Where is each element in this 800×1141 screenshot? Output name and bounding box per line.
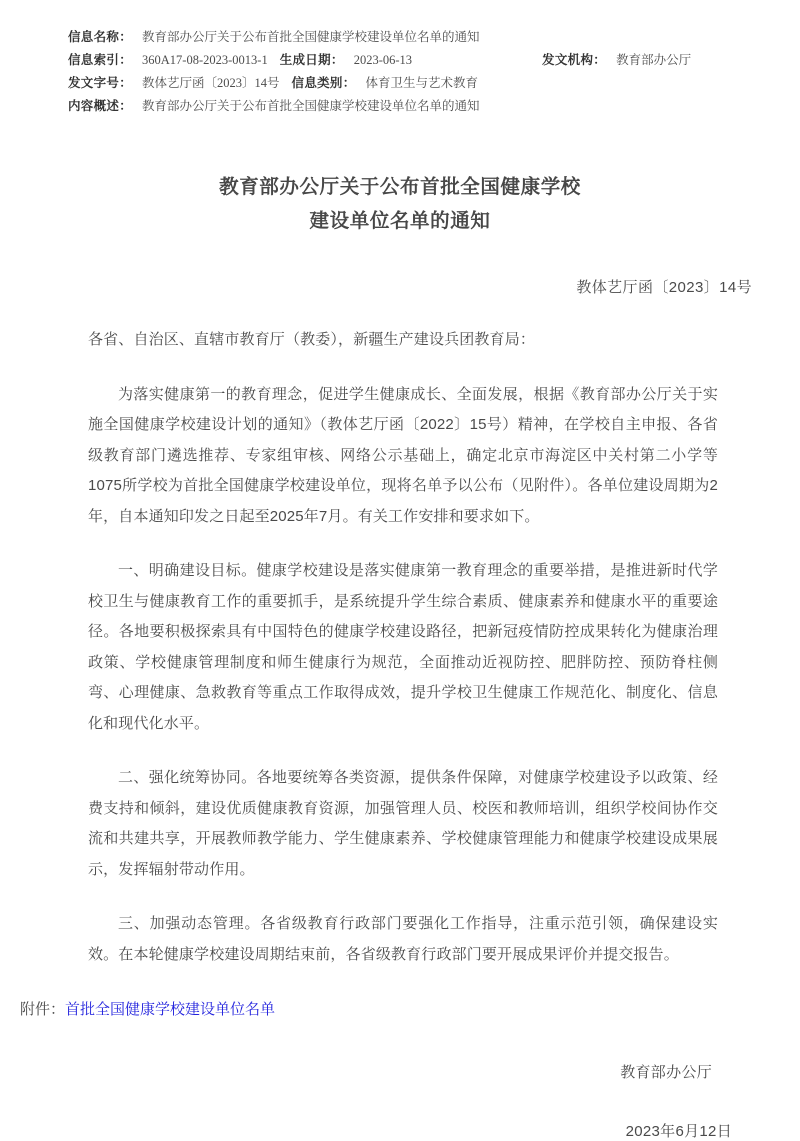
metadata-value-info-category: 体育卫生与艺术教育 — [365, 76, 479, 90]
attachment-row — [20, 998, 800, 1019]
metadata-value-info-name: 教育部办公厅关于公布首批全国健康学校建设单位名单的通知 — [142, 30, 480, 44]
metadata-value-issuing-agency: 教育部办公厅 — [616, 53, 692, 67]
signature-date: 2023年6月12日 — [625, 1123, 732, 1140]
metadata-label-info-index: 信息索引： — [68, 53, 133, 67]
metadata-label-info-name: 信息名称： — [68, 30, 133, 44]
body-paragraph-section-3: 三、加强动态管理。各省级教育行政部门要强化工作指导，注重示范引领，确保建设实效。在本轮健康学校建设周期结束前，各省级教育行政部门要开展成果评价并提交报告。 — [88, 915, 718, 963]
document-title-line-2: 建设单位名单的通知 — [309, 210, 491, 232]
attachment-label: 附件： — [20, 1001, 66, 1018]
metadata-value-info-index: 360A17-08-2023-0013-1 — [142, 53, 268, 67]
document-title-line-1: 教育部办公厅关于公布首批全国健康学校 — [219, 176, 581, 198]
metadata-label-doc-number: 发文字号： — [68, 76, 133, 90]
metadata-row-doc-number — [68, 72, 740, 95]
metadata-row-summary — [68, 95, 740, 118]
metadata-label-info-category: 信息类别： — [291, 76, 356, 90]
metadata-value-create-date: 2023-06-13 — [353, 53, 413, 67]
metadata-row-info-name — [68, 26, 740, 49]
signature-issuer: 教育部办公厅 — [620, 1064, 712, 1081]
document-title — [0, 170, 800, 238]
metadata-label-summary: 内容概述： — [68, 99, 133, 113]
metadata-row-info-index — [68, 49, 740, 72]
document-number: 教体艺厅函〔2023〕14号 — [576, 279, 752, 296]
metadata-value-summary: 教育部办公厅关于公布首批全国健康学校建设单位名单的通知 — [142, 99, 480, 113]
metadata-header — [68, 0, 740, 118]
body-paragraph-intro: 为落实健康第一的教育理念，促进学生健康成长、全面发展，根据《教育部办公厅关于实施全国健康学校建设计划的通知》（教体艺厅函〔2022〕15号）精神，在学校自主申报、各省级教育部门遴选推荐、专家组审核、网络公示基础上，确定北京市海淀区中关村第二小学等1075所学校为首批全国健康学校建设单位，现将名单予以公布（见附件）。各单位建设周期为2年，自本通知印发之日起至2025年7月。有关工作安排和要求如下。 — [88, 385, 718, 525]
document-body — [88, 325, 718, 970]
attachment-link[interactable]: 首批全国健康学校建设单位名单 — [65, 1001, 276, 1018]
body-paragraph-section-1: 一、明确建设目标。健康学校建设是落实健康第一教育理念的重要举措，是推进新时代学校卫生与健康教育工作的重要抓手，是系统提升学生综合素质、健康素养和健康水平的重要途径。各地要积极探索具有中国特色的健康学校建设路径，把新冠疫情防控成果转化为健康治理政策、学校健康管理制度和师生健康行为规范，全面推动近视防控、肥胖防控、预防脊柱侧弯、心理健康、急救教育等重点工作取得成效，提升学校卫生健康工作规范化、制度化、信息化和现代化水平。 — [88, 562, 718, 732]
metadata-label-issuing-agency: 发文机构： — [542, 53, 607, 67]
metadata-label-create-date: 生成日期： — [279, 53, 344, 67]
metadata-value-doc-number: 教体艺厅函〔2023〕14号 — [142, 76, 280, 90]
body-paragraph-section-2: 二、强化统筹协同。各地要统筹各类资源，提供条件保障，对健康学校建设予以政策、经费支持和倾斜，建设优质健康教育资源，加强管理人员、校医和教师培训，组织学校间协作交流和共建共享，开展教师教学能力、学生健康素养、学校健康管理能力和健康学校建设成果展示，发挥辐射带动作用。 — [88, 769, 718, 878]
addressee-line: 各省、自治区、直辖市教育厅（教委），新疆生产建设兵团教育局： — [88, 331, 536, 348]
